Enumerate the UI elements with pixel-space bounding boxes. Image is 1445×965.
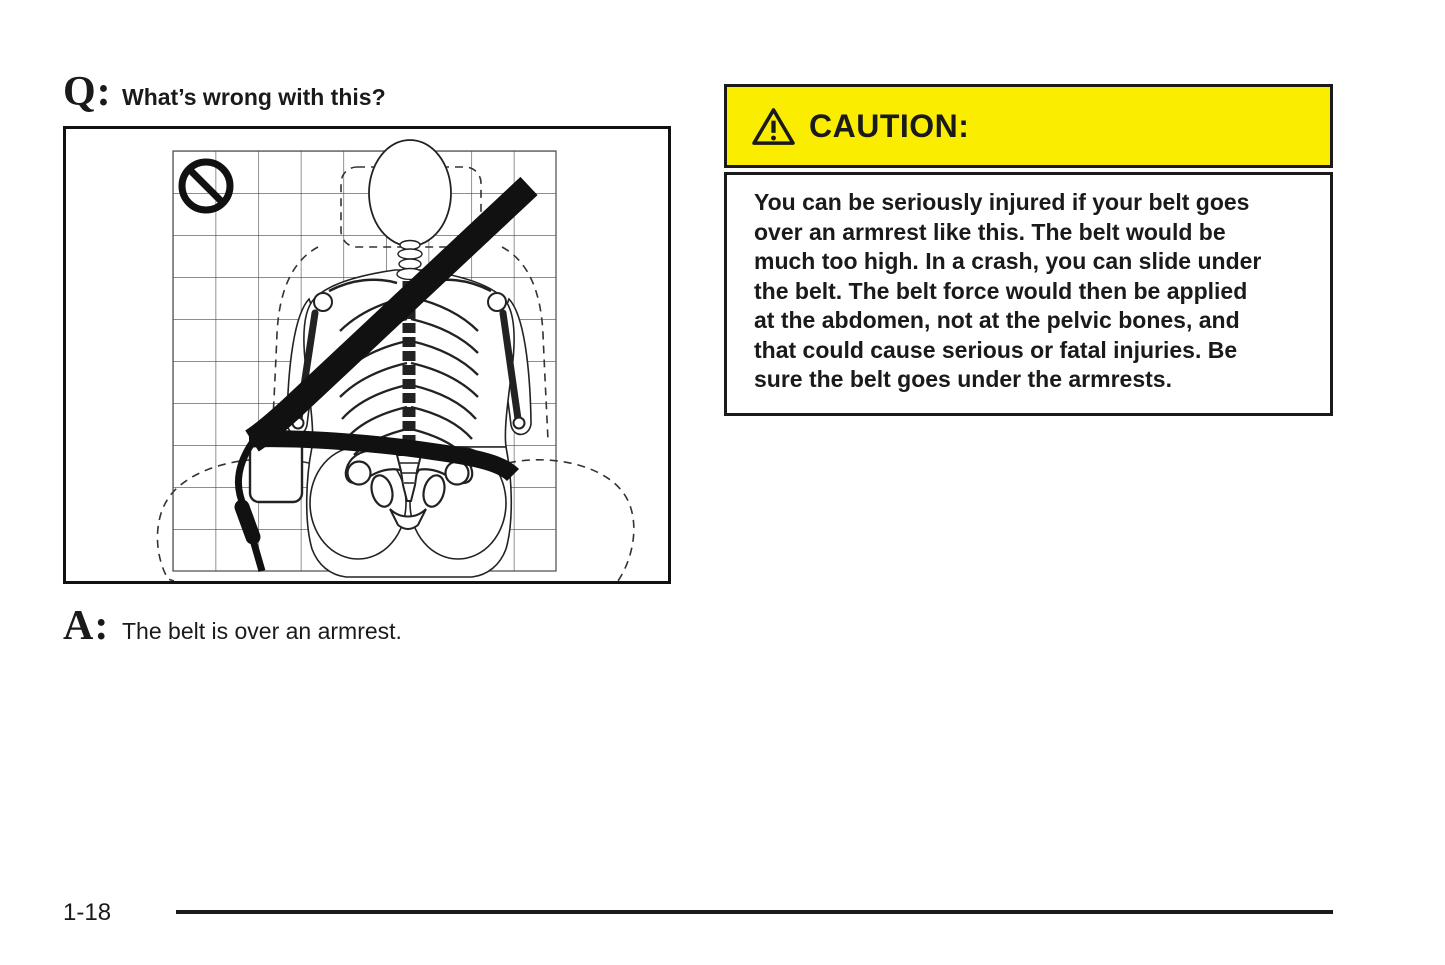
warning-triangle-icon — [752, 107, 795, 146]
caution-header — [724, 84, 1333, 168]
skull — [369, 140, 451, 246]
caution-text-line: that could cause serious or fatal injuries. Be — [754, 336, 1238, 363]
footer-divider — [176, 910, 1333, 914]
belt-buckle — [242, 507, 253, 537]
answer-row — [63, 602, 402, 650]
caution-text-line: the belt. The belt force would then be applied — [754, 277, 1248, 304]
caution-text-line: much too high. In a crash, you can slide under — [754, 248, 1262, 274]
caution-text-line: at the abdomen, not at the pelvic bones, and — [754, 307, 1240, 333]
answer-prefix: A: — [63, 603, 110, 649]
caution-title: CAUTION: — [809, 107, 970, 144]
illustration-svg — [66, 129, 668, 581]
caution-text-line: sure the belt goes under the armrests. — [754, 366, 1172, 392]
question-prefix: Q: — [63, 69, 112, 115]
caution-body — [724, 172, 1333, 416]
caution-text-line: You can be seriously injured if your belt goes — [754, 189, 1250, 215]
caution-text-line: over an armrest like this. The belt would be — [754, 218, 1226, 245]
question-text: What’s wrong with this? — [122, 84, 386, 110]
belt-over-armrest-illustration — [63, 126, 671, 584]
caution-box — [724, 84, 1333, 416]
answer-text: The belt is over an armrest. — [122, 618, 402, 644]
page-number: 1-18 — [63, 899, 112, 926]
question-row — [63, 68, 386, 116]
